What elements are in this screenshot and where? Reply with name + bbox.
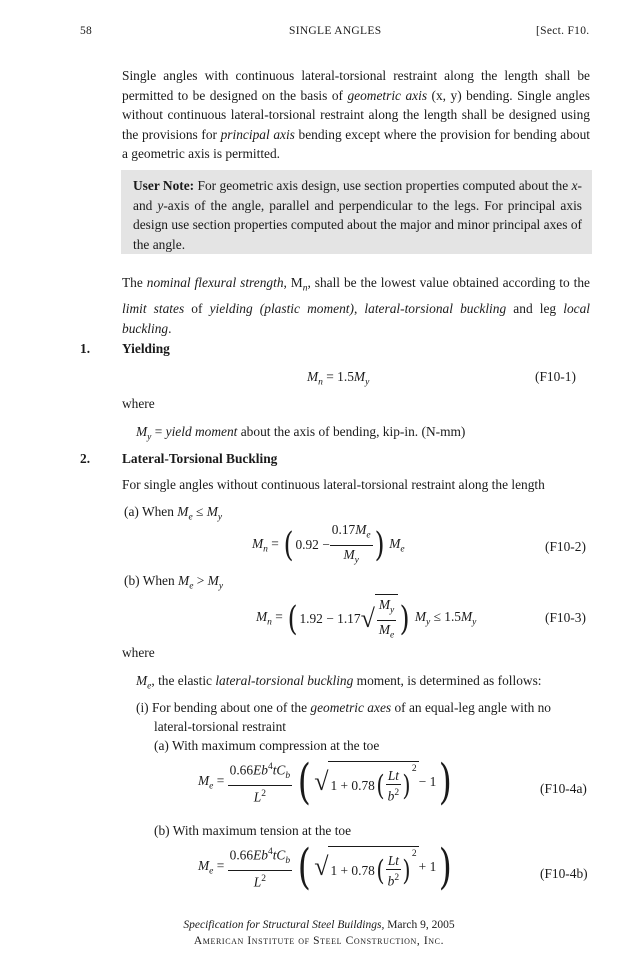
user-note-text: User Note: For geometric axis design, use section properties computed about the x- and y-axis of the angle, parallel and perpendicular to the legs. For principal axis design use section properties computed about the major and minor principal axes of the angle. — [133, 178, 582, 252]
case-a: (a) When $M_e \le M_y$ — [124, 504, 223, 523]
user-note-box — [121, 170, 592, 254]
running-title: SINGLE ANGLES — [289, 25, 382, 37]
section-2-number: 2. — [80, 451, 91, 466]
equation-f10-4b: $M_e$ = $\frac{0.66Eb^4tC_b}{L^2}$ ( √ 1 + 0.78( $\frac{Lt}{b^2}$ )$^2$+ 1) — [198, 839, 453, 895]
section-1-number: 1. — [80, 341, 91, 356]
equation-f10-2: $M_n$ = ( 0.92 − $\frac{0.17M_e}{M_y}$ ) $M_e$ — [252, 522, 405, 566]
sub-case-a: (a) With maximum compression at the toe — [154, 738, 380, 753]
strength-paragraph: The nominal flexural strength, $M_n$, shall be the lowest value obtained according to the limit states of yielding (plastic moment), lateral-torsional buckling and leg local buckling. — [122, 275, 591, 336]
my-definition: $M_y$ = yield moment about the axis of bending, kip-in. (N-mm) — [136, 424, 466, 443]
section-2-title: Lateral-Torsional Buckling — [122, 451, 278, 466]
footer-publisher: American Institute of Steel Construction, Inc. — [193, 935, 445, 947]
equation-f10-1-label: (F10-1) — [535, 369, 576, 384]
sub-case-b: (b) With maximum tension at the toe — [154, 823, 352, 838]
intro-paragraph: Single angles with continuous lateral-torsional restraint along the length shall be permitted to be designed on the basis of geometric axis (x, y) bending. Single angles without continuous lateral-torsional restraint along the length shall be designed using the provisions for principal axis bending except where the provision for bending about a geometric axis is permitted. — [122, 68, 590, 161]
case-i-line1: (i) For bending about one of the geometric axes of an equal-leg angle with no — [136, 700, 551, 715]
where-2: where — [122, 645, 155, 660]
section-ref: [Sect. F10. — [536, 25, 590, 37]
footer-spec-line: Specification for Structural Steel Buildings, March 9, 2005 — [183, 919, 455, 931]
user-note-label: User Note: — [133, 178, 195, 193]
equation-f10-4a: $M_e$ = $\frac{0.66Eb^4tC_b}{L^2}$ ( √ 1 + 0.78( $\frac{Lt}{b^2}$ )$^2$− 1) — [198, 754, 453, 810]
equation-f10-3-label: (F10-3) — [545, 610, 586, 625]
me-definition: $M_e$, the elastic lateral-torsional buckling moment, is determined as follows: — [136, 673, 542, 692]
equation-f10-2-label: (F10-2) — [545, 539, 586, 554]
section-1-title: Yielding — [122, 341, 170, 356]
case-b: (b) When $M_e > M_y$ — [124, 573, 224, 592]
section-2-intro: For single angles without continuous lateral-torsional restraint along the length — [122, 477, 545, 492]
equation-f10-4b-label: (F10-4b) — [540, 866, 588, 881]
case-i-line2: lateral-torsional restraint — [154, 719, 286, 734]
where-1: where — [122, 396, 155, 411]
equation-f10-1: $M_n = 1.5M_y$ — [307, 369, 370, 388]
equation-f10-4a-label: (F10-4a) — [540, 781, 587, 796]
page-number: 58 — [80, 25, 93, 37]
equation-f10-3: $M_n$ = ( 1.92 − 1.17√ $\frac{M_y}{M_e}$ ) $M_y \le 1.5M_y$ — [256, 594, 476, 643]
